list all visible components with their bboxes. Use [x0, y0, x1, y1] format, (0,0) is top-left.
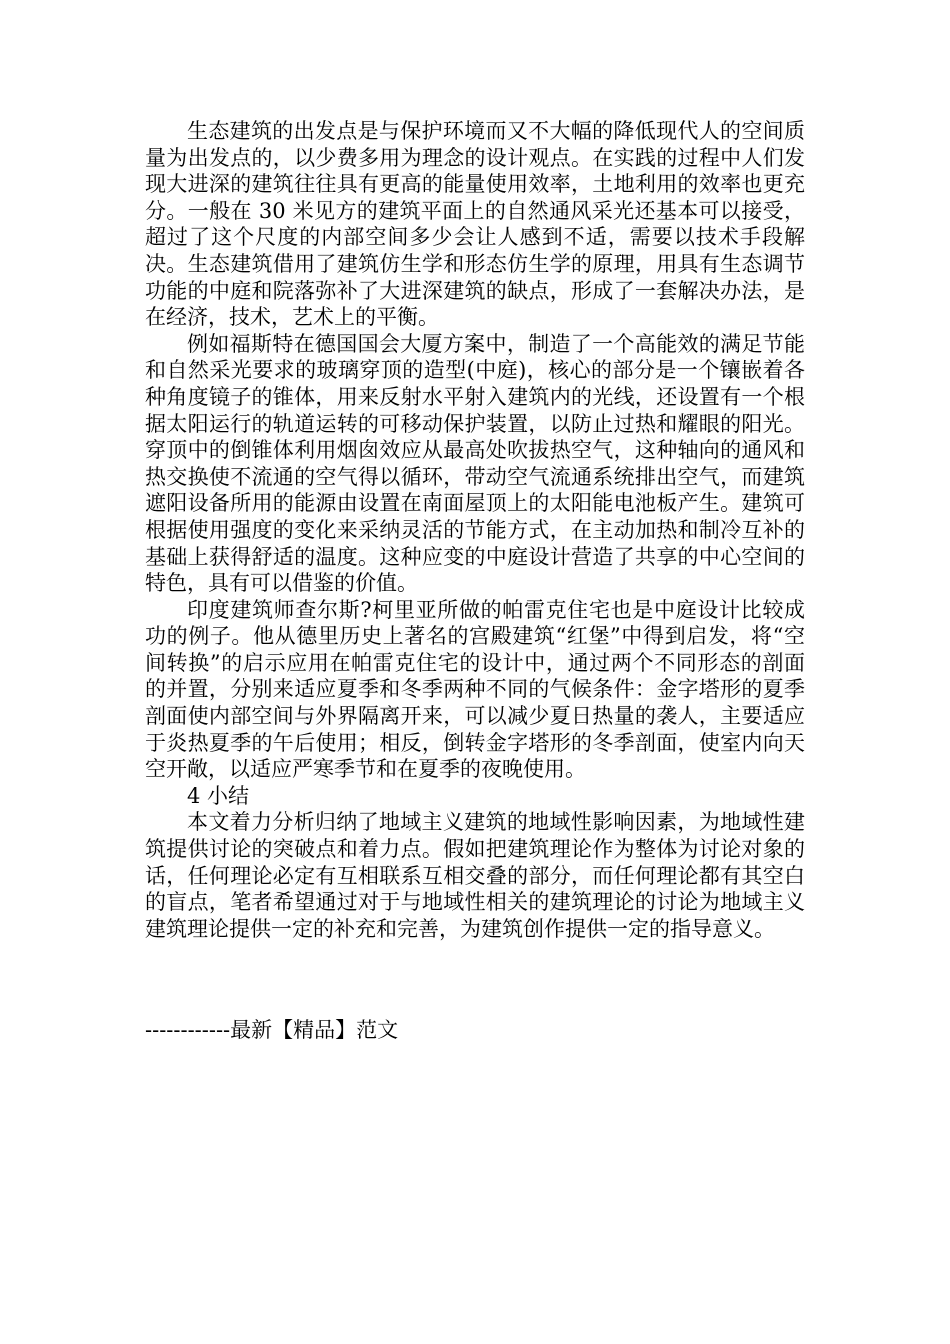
- paragraph-conclusion: 本文着力分析归纳了地域主义建筑的地域性影响因素，为地域性建筑提供讨论的突破点和着力点。假如把建筑理论作为整体为讨论对象的话，任何理论必定有互相联系互相交叠的部分，而任何理论都有其空白的盲点，笔者希望通过对于与地域性相关的建筑理论的讨论为地域主义建筑理论提供一定的补充和完善，为建筑创作提供一定的指导意义。: [145, 810, 805, 941]
- paragraph-foster-reichstag: 例如福斯特在德国国会大厦方案中，制造了一个高能效的满足节能和自然采光要求的玻璃穿顶的造型(中庭)，核心的部分是一个镶嵌着各种角度镜子的锥体，用来反射水平射入建筑内的光线，还设置有一个根据太阳运行的轨道运转的可移动保护装置，以防止过热和耀眼的阳光。穿顶中的倒锥体利用烟囱效应从最高处吹拔热空气，这种轴向的通风和热交换使不流通的空气得以循环，带动空气流通系统排出空气，而建筑遮阳设备所用的能源由设置在南面屋顶上的太阳能电池板产生。建筑可根据使用强度的变化来采纳灵活的节能方式，在主动加热和制冷互补的基础上获得舒适的温度。这种应变的中庭设计营造了共享的中心空间的特色，具有可以借鉴的价值。: [145, 331, 805, 596]
- document-body: [145, 118, 805, 942]
- paragraph-eco-architecture: 生态建筑的出发点是与保护环境而又不大幅的降低现代人的空间质量为出发点的，以少费多用为理念的设计观点。在实践的过程中人们发现大进深的建筑往往具有更高的能量使用效率，土地利用的效率也更充分。一般在 30 米见方的建筑平面上的自然通风采光还基本可以接受，超过了这个尺度的内部空间多少会让人感到不适，需要以技术手段解决。生态建筑借用了建筑仿生学和形态仿生学的原理，用具有生态调节功能的中庭和院落弥补了大进深建筑的缺点，形成了一套解决办法，是在经济，技术，艺术上的平衡。: [145, 119, 805, 330]
- paragraph-correa-parekh-house: 印度建筑师查尔斯?柯里亚所做的帕雷克住宅也是中庭设计比较成功的例子。他从德里历史上著名的宫殿建筑“红堡”中得到启发，将“空间转换”的启示应用在帕雷克住宅的设计中，通过两个不同形态的剖面的并置，分别来适应夏季和冬季两种不同的气候条件：金字塔形的夏季剖面使内部空间与外界隔离开来，可以减少夏日热量的袭人，主要适应于炎热夏季的午后使用；相反，倒转金字塔形的冬季剖面，使室内向天空开敞，以适应严寒季节和在夏季的夜晚使用。: [145, 597, 805, 782]
- footer-note: ------------最新【精品】范文: [145, 1018, 399, 1042]
- section-heading-summary: 4 小结: [187, 783, 250, 808]
